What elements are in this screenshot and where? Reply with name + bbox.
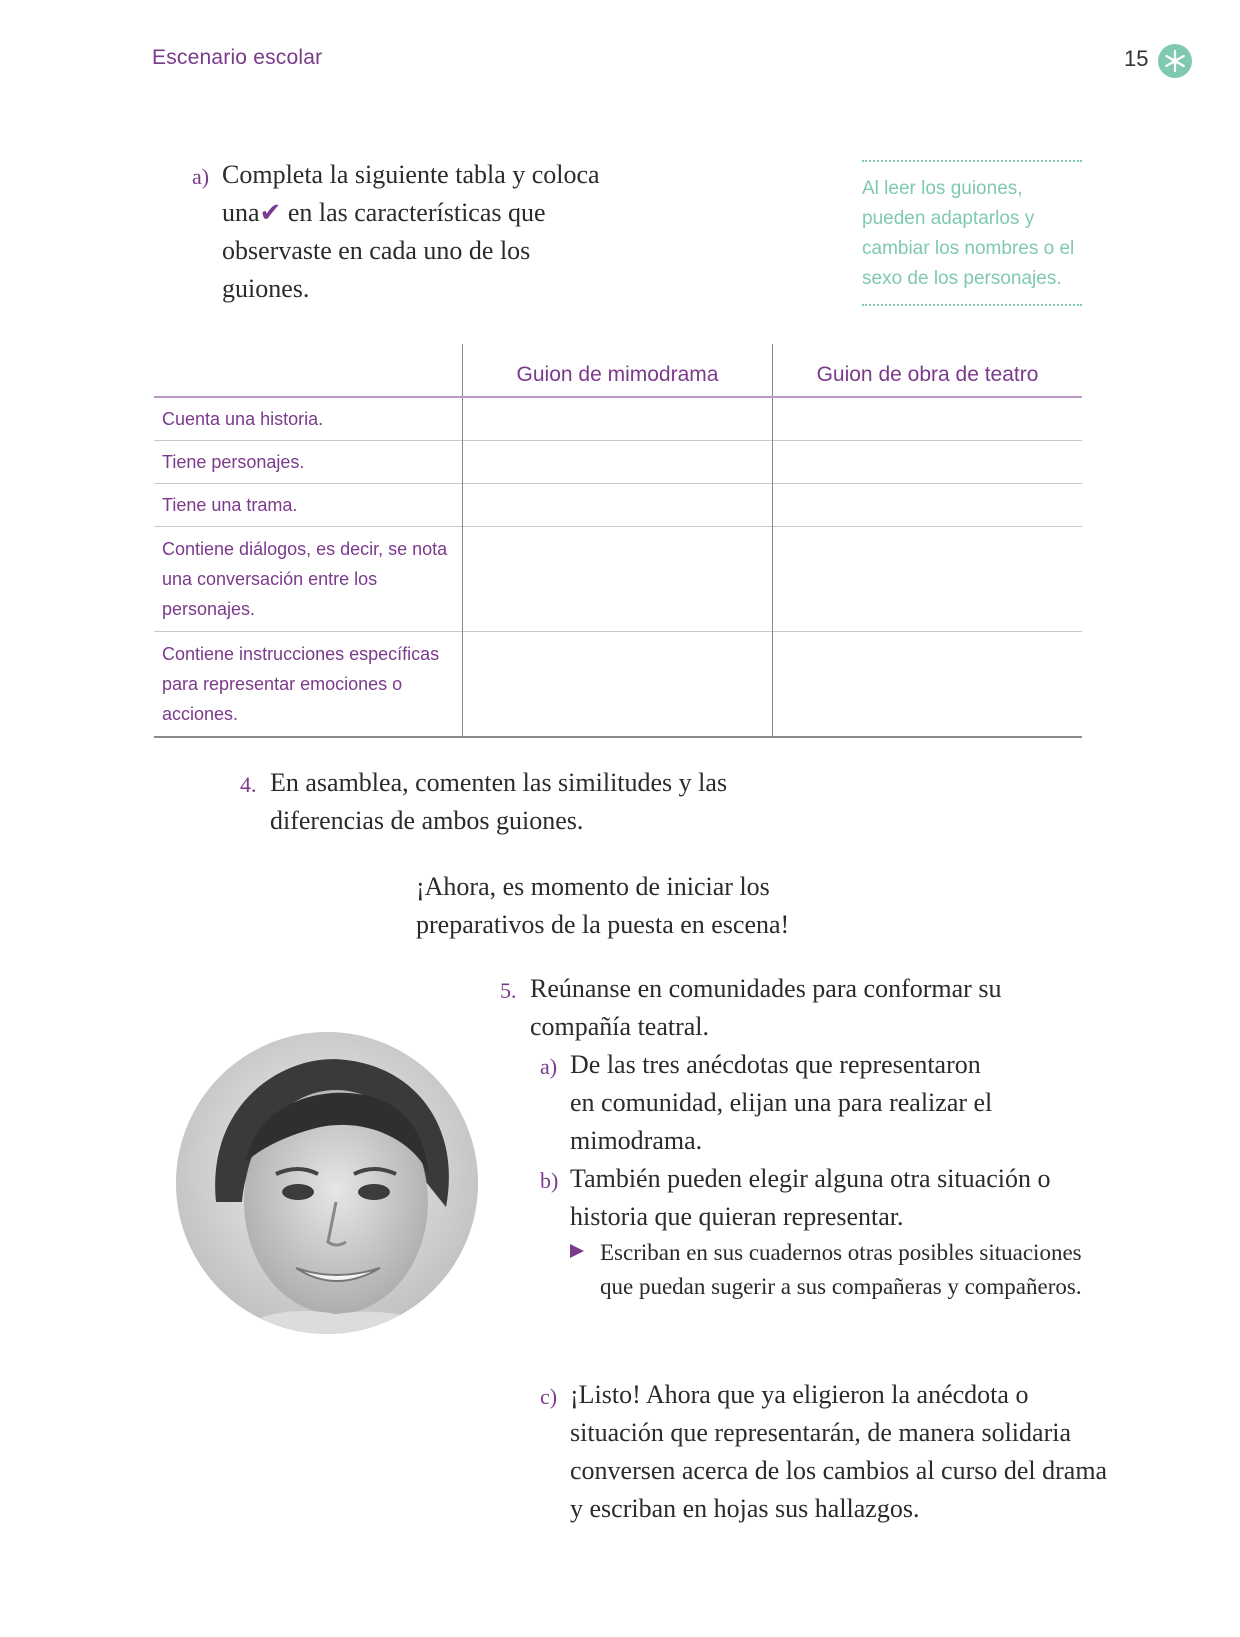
table-row <box>154 527 1082 632</box>
activity-a-text-end: en las características que observaste en cada uno de los guiones. <box>222 198 546 303</box>
check-cell[interactable] <box>463 441 773 484</box>
step-5-b-marker: b) <box>540 1168 559 1193</box>
table-row <box>154 484 1082 527</box>
side-note: Al leer los guiones, pueden adaptarlos y cambiar los nombres o el sexo de los personajes. <box>862 160 1082 306</box>
page-number: 15 <box>1124 46 1149 71</box>
row-label: Cuenta una historia. <box>162 409 324 429</box>
table-row <box>154 397 1082 441</box>
step-5-c-marker: c) <box>540 1384 558 1409</box>
step-5-b-text: También pueden elegir alguna otra situación o historia que quieran representar. <box>570 1164 1051 1231</box>
table-row <box>154 632 1082 738</box>
check-cell[interactable] <box>773 441 1083 484</box>
table-header-mimodrama: Guion de mimodrama <box>463 344 773 397</box>
check-cell[interactable] <box>773 484 1083 527</box>
step-5-a-text: De las tres anécdotas que representaron en comunidad, elijan una para realizar el mimodrama. <box>570 1050 993 1155</box>
table-header-teatro: Guion de obra de teatro <box>773 344 1083 397</box>
row-label: Tiene una trama. <box>162 495 298 515</box>
step-5-bullet-text: Escriban en sus cuadernos otras posibles situaciones que puedan sugerir a sus compañeras y compañeros. <box>600 1240 1082 1299</box>
check-cell[interactable] <box>773 397 1083 441</box>
snowflake-icon <box>1158 44 1192 78</box>
step-4-text: En asamblea, comenten las similitudes y las diferencias de ambos guiones. <box>270 768 728 835</box>
step-5-text: Reúnanse en comunidades para conformar su compañía teatral. <box>530 974 1002 1041</box>
row-label: Tiene personajes. <box>162 452 305 472</box>
check-cell[interactable] <box>463 632 773 738</box>
step-4-marker: 4. <box>240 772 257 797</box>
check-cell[interactable] <box>463 527 773 632</box>
row-label: Contiene diálogos, es decir, se nota una conversación entre los personajes. <box>162 539 448 619</box>
girl-portrait-photo <box>176 1032 478 1334</box>
activity-a-text <box>222 156 622 308</box>
step-5-marker: 5. <box>500 978 517 1003</box>
table-row <box>154 441 1082 484</box>
exclamation-text: ¡Ahora, es momento de iniciar los preparativos de la puesta en escena! <box>416 872 790 939</box>
activity-a-marker: a) <box>192 164 210 189</box>
checkmark-icon: ✔ <box>259 198 282 228</box>
step-5-a-marker: a) <box>540 1054 558 1079</box>
step-5-c-text: ¡Listo! Ahora que ya eligieron la anécdota o situación que representarán, de manera solidaria conversen acerca de los cambios al curso del drama y escriban en hojas sus hallazgos. <box>570 1380 1108 1523</box>
table-header-empty <box>154 344 463 397</box>
check-cell[interactable] <box>773 527 1083 632</box>
check-cell[interactable] <box>773 632 1083 738</box>
running-header: Escenario escolar <box>152 46 323 69</box>
arrow-bullet-icon <box>570 1244 584 1258</box>
characteristics-table <box>154 344 1082 738</box>
check-cell[interactable] <box>463 397 773 441</box>
row-label: Contiene instrucciones específicas para representar emociones o acciones. <box>162 644 440 724</box>
check-cell[interactable] <box>463 484 773 527</box>
activity-a-text-start: Completa la siguiente tabla y coloca una <box>222 160 600 227</box>
